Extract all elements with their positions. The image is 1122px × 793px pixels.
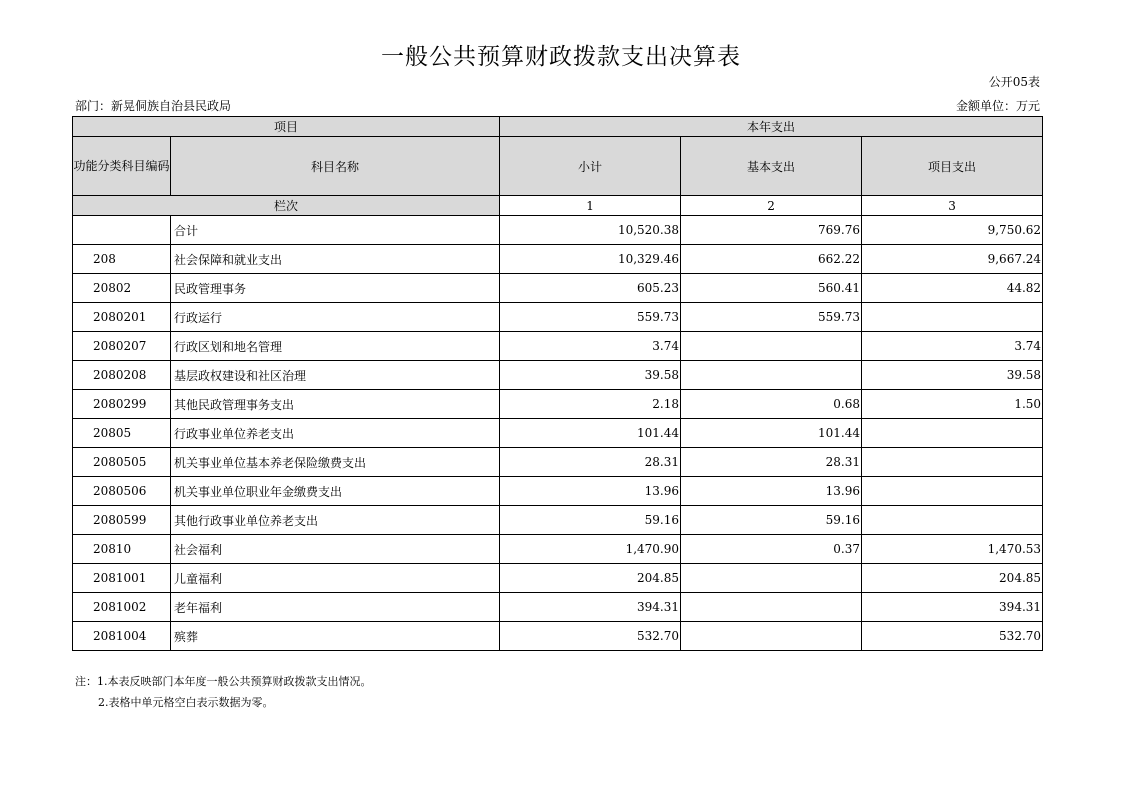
row-subtotal: 204.85 [500,564,681,593]
row-project: 9,750.62 [862,216,1043,245]
row-code: 2081002 [73,593,171,622]
row-project [862,448,1043,477]
row-project [862,419,1043,448]
row-project [862,303,1043,332]
table-row [73,419,1043,448]
row-basic: 59.16 [681,506,862,535]
department-label: 部门：新晃侗族自治县民政局 [75,99,232,113]
form-number: 公开05表 [988,75,1040,89]
header-current-year: 本年支出 [500,117,1043,137]
row-name: 行政事业单位养老支出 [171,419,500,448]
table-row [73,245,1043,274]
row-code: 2080208 [73,361,171,390]
row-code: 2081004 [73,622,171,651]
row-name: 机关事业单位职业年金缴费支出 [171,477,500,506]
row-project: 39.58 [862,361,1043,390]
header-subtotal: 小计 [500,137,681,196]
table-row [73,448,1043,477]
row-subtotal: 10,329.46 [500,245,681,274]
expenditure-table [72,116,1043,651]
row-code: 2080599 [73,506,171,535]
row-basic [681,593,862,622]
amount-unit-label: 金额单位：万元 [955,99,1040,113]
row-subtotal: 559.73 [500,303,681,332]
row-name: 基层政权建设和社区治理 [171,361,500,390]
row-basic: 0.37 [681,535,862,564]
row-project: 3.74 [862,332,1043,361]
header-project: 项目支出 [862,137,1043,196]
row-project: 532.70 [862,622,1043,651]
table-row [73,477,1043,506]
row-subtotal: 59.16 [500,506,681,535]
row-code: 20805 [73,419,171,448]
row-subtotal: 2.18 [500,390,681,419]
row-name: 行政区划和地名管理 [171,332,500,361]
row-code: 2080505 [73,448,171,477]
row-project [862,506,1043,535]
row-subtotal: 39.58 [500,361,681,390]
row-name: 儿童福利 [171,564,500,593]
row-subtotal: 532.70 [500,622,681,651]
notes [75,671,372,713]
note-2: 2.表格中单元格空白表示数据为零。 [98,696,274,709]
row-subtotal: 605.23 [500,274,681,303]
row-name: 老年福利 [171,593,500,622]
row-basic: 662.22 [681,245,862,274]
row-basic: 0.68 [681,390,862,419]
table-body [73,216,1043,651]
row-subtotal: 28.31 [500,448,681,477]
table-row [73,506,1043,535]
header-code: 功能分类科目编码 [73,137,171,196]
row-project [862,477,1043,506]
row-basic [681,361,862,390]
row-name: 民政管理事务 [171,274,500,303]
header-col2: 2 [681,196,862,216]
table-row [73,564,1043,593]
row-code: 20802 [73,274,171,303]
row-name: 合计 [171,216,500,245]
table-row [73,274,1043,303]
row-project: 44.82 [862,274,1043,303]
row-basic [681,564,862,593]
row-subtotal: 10,520.38 [500,216,681,245]
header-name: 科目名称 [171,137,500,196]
row-name: 社会福利 [171,535,500,564]
row-name: 行政运行 [171,303,500,332]
header-item: 项目 [73,117,500,137]
row-code: 2080201 [73,303,171,332]
table-row [73,390,1043,419]
table-row [73,622,1043,651]
row-project: 1,470.53 [862,535,1043,564]
row-name: 机关事业单位基本养老保险缴费支出 [171,448,500,477]
row-basic: 559.73 [681,303,862,332]
row-code: 2080207 [73,332,171,361]
table-row [73,593,1043,622]
note-1: 注：1.本表反映部门本年度一般公共预算财政拨款支出情况。 [75,675,372,688]
header-column-label: 栏次 [73,196,500,216]
header-col1: 1 [500,196,681,216]
row-subtotal: 394.31 [500,593,681,622]
row-code: 20810 [73,535,171,564]
row-code: 2080299 [73,390,171,419]
row-project: 1.50 [862,390,1043,419]
row-code: 208 [73,245,171,274]
row-project: 394.31 [862,593,1043,622]
row-subtotal: 1,470.90 [500,535,681,564]
header-basic: 基本支出 [681,137,862,196]
row-name: 社会保障和就业支出 [171,245,500,274]
header-col3: 3 [862,196,1043,216]
row-subtotal: 3.74 [500,332,681,361]
row-basic: 13.96 [681,477,862,506]
row-name: 其他行政事业单位养老支出 [171,506,500,535]
row-basic [681,622,862,651]
table-row [73,216,1043,245]
row-name: 殡葬 [171,622,500,651]
row-basic: 28.31 [681,448,862,477]
row-code: 2081001 [73,564,171,593]
row-code [73,216,171,245]
row-basic: 560.41 [681,274,862,303]
row-project: 204.85 [862,564,1043,593]
table-row [73,361,1043,390]
row-code: 2080506 [73,477,171,506]
row-basic: 769.76 [681,216,862,245]
row-basic: 101.44 [681,419,862,448]
row-name: 其他民政管理事务支出 [171,390,500,419]
page-title: 一般公共预算财政拨款支出决算表 [381,44,741,70]
table-row [73,535,1043,564]
table-row [73,332,1043,361]
table-row [73,303,1043,332]
row-project: 9,667.24 [862,245,1043,274]
row-basic [681,332,862,361]
row-subtotal: 101.44 [500,419,681,448]
row-subtotal: 13.96 [500,477,681,506]
